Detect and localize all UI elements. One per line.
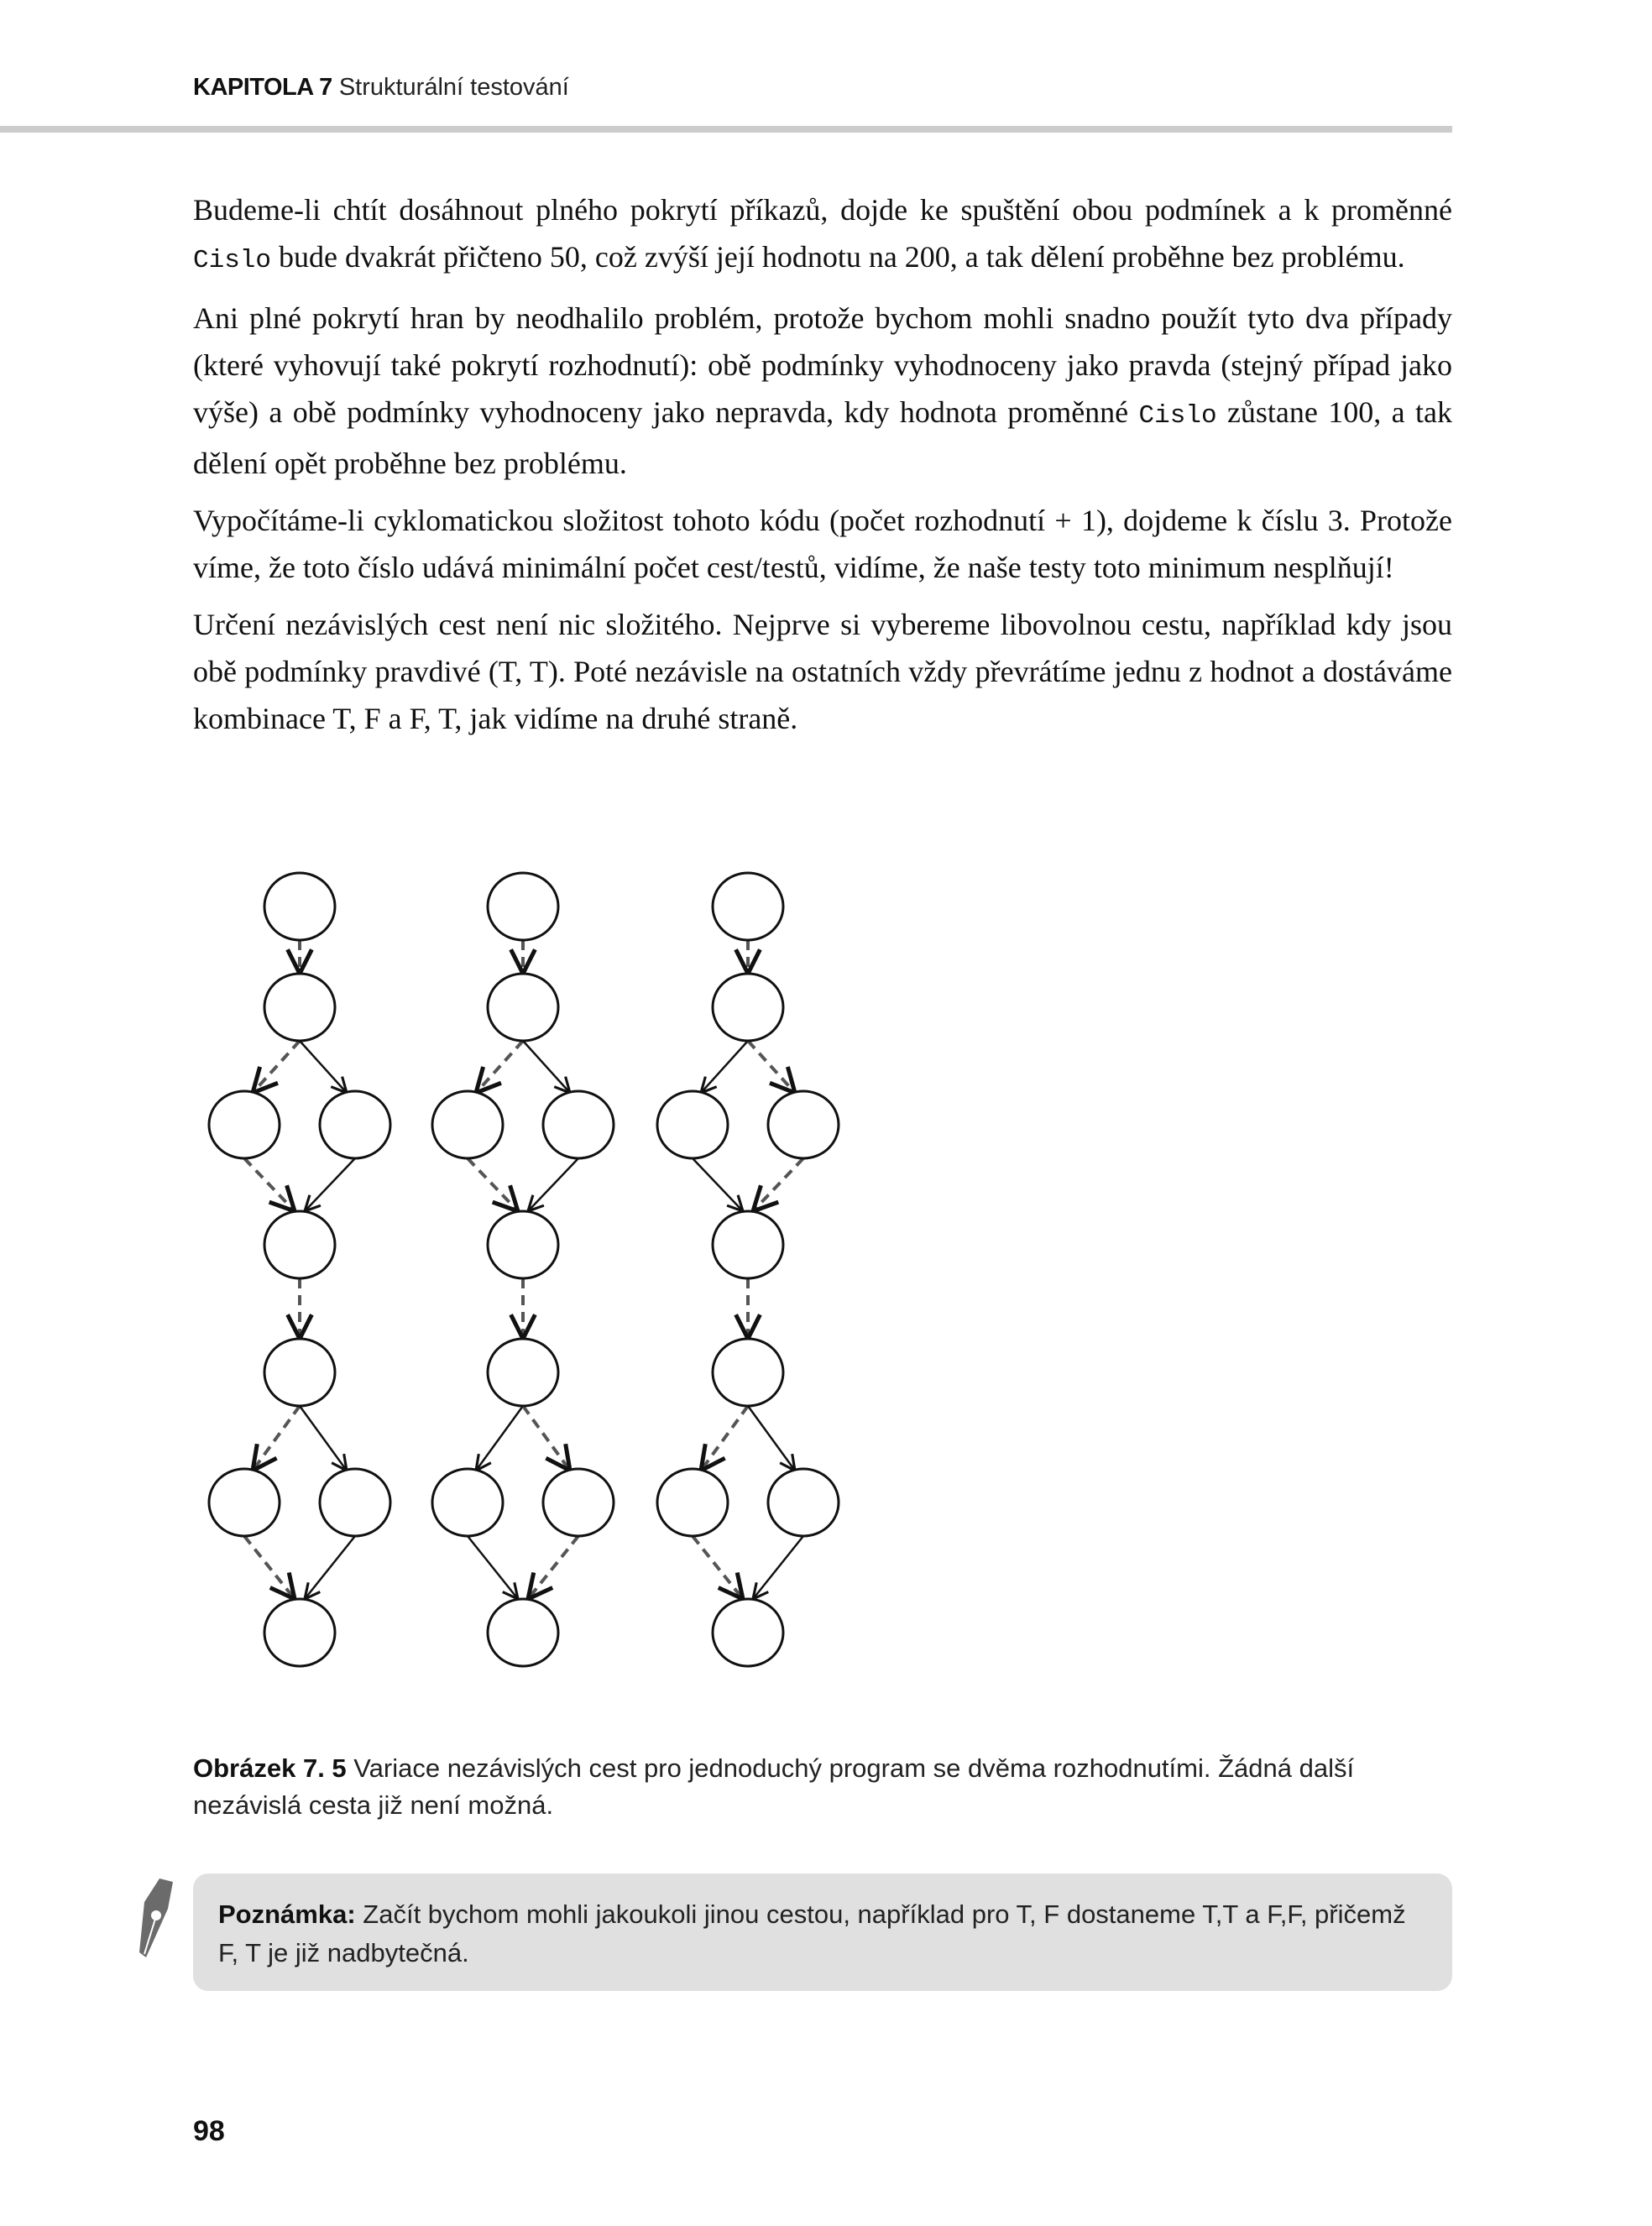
graph-node xyxy=(488,1339,558,1406)
body-text xyxy=(193,186,1452,752)
graph-edge xyxy=(748,1406,795,1471)
graph-edge xyxy=(476,1406,523,1471)
graph-node xyxy=(768,1469,839,1536)
executed-path-edge xyxy=(753,1158,803,1211)
page-number: 98 xyxy=(193,2115,225,2147)
executed-path-edge xyxy=(468,1158,518,1211)
executed-path-edge xyxy=(523,1406,570,1471)
paragraph-text: bude dvakrát přičteno 50, což zvýší její hodnotu na 200, a tak dělení proběhne bez problému. xyxy=(271,240,1405,274)
paragraph-3: Vypočítáme-li cyklomatickou složitost tohoto kódu (počet rozhodnutí + 1), dojdeme k číslu 3. Protože víme, že toto číslo udává minimální počet cest/testů, vidíme, že naše testy toto minimum nesplňují! xyxy=(193,504,1452,584)
paragraph-4: Určení nezávislých cest není nic složitého. Nejprve si vybereme libovolnou cestu, například kdy jsou obě podmínky pravdivé (T, T). Poté nezávisle na ostatních vždy převrátíme jednu z hodnot a dostáváme kombinace T, F a F, T, jak vidíme na druhé straně. xyxy=(193,608,1452,735)
graph-node xyxy=(320,1469,390,1536)
graph-edge xyxy=(468,1536,518,1599)
graph-edge xyxy=(305,1158,355,1211)
graph-node xyxy=(713,1211,783,1278)
executed-path-edge xyxy=(528,1536,578,1599)
graph-node xyxy=(264,1211,335,1278)
graph-edge xyxy=(693,1158,743,1211)
pen-nib-icon xyxy=(134,1877,176,1961)
graph-node xyxy=(713,1599,783,1666)
executed-path-edge xyxy=(244,1158,295,1211)
control-flow-graph xyxy=(657,873,839,1666)
control-flow-graphs xyxy=(193,865,898,1712)
graph-node xyxy=(543,1091,614,1158)
graph-node xyxy=(320,1091,390,1158)
chapter-label: KAPITOLA 7 xyxy=(193,74,332,101)
note-box xyxy=(193,1873,1452,1991)
graph-node xyxy=(209,1469,280,1536)
running-header xyxy=(193,74,569,102)
graph-edge xyxy=(528,1158,578,1211)
graph-node xyxy=(543,1469,614,1536)
paragraph-text: zůstane 100, a tak dělení opět proběhne bez problému. xyxy=(193,395,1452,480)
graph-node xyxy=(264,873,335,940)
executed-path-edge xyxy=(253,1041,300,1093)
graph-node xyxy=(657,1469,728,1536)
executed-path-edge xyxy=(244,1536,295,1599)
graph-node xyxy=(768,1091,839,1158)
graph-node xyxy=(432,1091,503,1158)
paragraph-text: Budeme-li chtít dosáhnout plného pokrytí příkazů, dojde ke spuštění obou podmínek a k proměnné xyxy=(193,193,1452,227)
executed-path-edge xyxy=(693,1536,743,1599)
graph-node xyxy=(264,1599,335,1666)
graph-node xyxy=(713,1339,783,1406)
header-rule xyxy=(0,126,1452,133)
paragraph-2 xyxy=(193,295,1452,487)
control-flow-graph xyxy=(209,873,390,1666)
graph-node xyxy=(713,873,783,940)
graph-node xyxy=(713,974,783,1041)
executed-path-edge xyxy=(253,1406,300,1471)
note-label: Poznámka: xyxy=(218,1899,356,1929)
graph-node xyxy=(209,1091,280,1158)
executed-path-edge xyxy=(748,1041,795,1093)
graph-edge xyxy=(300,1041,347,1093)
executed-path-edge xyxy=(701,1406,748,1471)
graph-edge xyxy=(300,1406,347,1471)
graph-node xyxy=(432,1469,503,1536)
graph-edge xyxy=(753,1536,803,1599)
code-variable: Cislo xyxy=(1138,401,1217,431)
figure-caption xyxy=(193,1750,1452,1824)
graph-node xyxy=(657,1091,728,1158)
graph-node xyxy=(264,974,335,1041)
graph-edge xyxy=(523,1041,570,1093)
graph-node xyxy=(488,1211,558,1278)
caption-text: Variace nezávislých cest pro jednoduchý program se dvěma rozhodnutími. Žádná další nezávislá cesta již není možná. xyxy=(193,1753,1355,1820)
code-variable: Cislo xyxy=(193,246,272,275)
independent-paths-figure xyxy=(193,865,898,1712)
graph-node xyxy=(488,873,558,940)
graph-edge xyxy=(701,1041,748,1093)
graph-node xyxy=(264,1339,335,1406)
paragraph-text: Ani plné pokrytí hran by neodhalilo problém, protože bychom mohli snadno použít tyto dva případy (které vyhovují také pokrytí rozhodnutí): obě podmínky vyhodnoceny jako pravda (stejný případ jako výše) a obě podmínky vyhodnoceny jako nepravda, kdy hodnota proměnné xyxy=(193,301,1452,429)
graph-node xyxy=(488,974,558,1041)
figure-label: Obrázek 7. 5 xyxy=(193,1753,347,1783)
executed-path-edge xyxy=(476,1041,523,1093)
paragraph-1 xyxy=(193,186,1452,285)
graph-edge xyxy=(305,1536,355,1599)
note-text: Začít bychom mohli jakoukoli jinou cestou, například pro T, F dostaneme T,T a F,F, přičemž F, T je již nadbytečná. xyxy=(218,1899,1406,1967)
chapter-title: Strukturální testování xyxy=(338,74,569,101)
control-flow-graph xyxy=(432,873,614,1666)
graph-node xyxy=(488,1599,558,1666)
